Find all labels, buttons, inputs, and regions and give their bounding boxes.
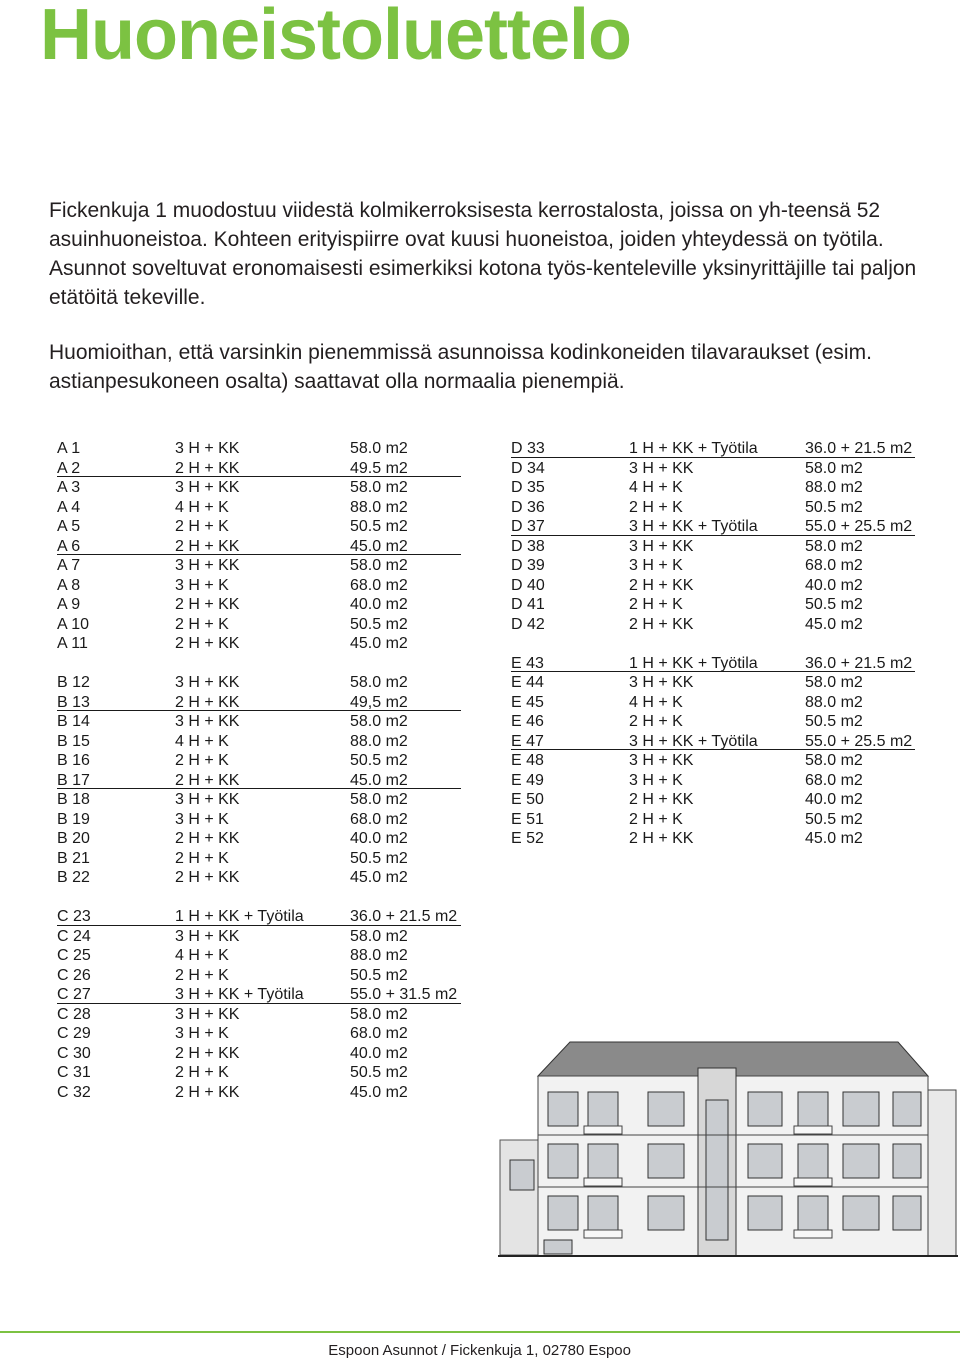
apartment-type: 2 H + KK: [175, 459, 240, 477]
apartment-id: B 18: [57, 791, 90, 808]
apartment-area: 50.5 m2: [805, 810, 863, 828]
apartment-type: 3 H + KK: [175, 791, 240, 808]
apartment-id: D 33: [511, 440, 545, 457]
apartment-id: A 1: [57, 440, 81, 457]
apartment-row: [57, 829, 461, 849]
apartment-area: 58.0 m2: [350, 440, 408, 457]
apartment-type: 3 H + KK: [175, 440, 240, 457]
apartment-list-left: [57, 439, 461, 1122]
apartment-id: B 15: [57, 732, 90, 750]
apartment-row: [57, 615, 461, 635]
building-illustration: [498, 1040, 958, 1260]
apartment-type: 3 H + KK + Työtila: [175, 986, 304, 1003]
apartment-area: 45.0 m2: [805, 615, 863, 633]
apartment-id: E 44: [511, 674, 544, 691]
apartment-type: 2 H + K: [629, 498, 683, 516]
apartment-area: 55.0 + 25.5 m2: [805, 518, 913, 535]
apartment-area: 50.5 m2: [350, 849, 408, 867]
apartment-area: 88.0 m2: [350, 498, 408, 516]
footer-address: Espoon Asunnot / Fickenkuja 1, 02780 Espoo: [328, 1342, 631, 1359]
apartment-type: 3 H + KK: [175, 557, 240, 574]
apartment-area: 50.5 m2: [350, 615, 408, 633]
apartment-row: [57, 517, 461, 537]
apartment-row: [57, 712, 461, 732]
apartment-id: E 52: [511, 830, 544, 847]
apartment-area: 58.0 m2: [350, 557, 408, 574]
apartment-type: 3 H + K: [175, 576, 229, 594]
apartment-id: E 49: [511, 771, 544, 789]
apartment-type: 4 H + K: [629, 693, 683, 711]
apartment-id: B 14: [57, 713, 90, 730]
apartment-row: [511, 615, 915, 635]
apartment-area: 50.5 m2: [350, 518, 408, 535]
apartment-list-right: [511, 439, 915, 868]
apartment-area: 36.0 + 21.5 m2: [350, 908, 458, 925]
apartment-id: B 13: [57, 693, 90, 711]
apartment-area: 50.5 m2: [350, 966, 408, 984]
apartment-group: [511, 654, 915, 849]
apartment-type: 3 H + K: [629, 771, 683, 789]
apartment-type: 3 H + KK: [629, 752, 694, 769]
apartment-group: [57, 907, 461, 1102]
apartment-row: [57, 1063, 461, 1083]
page-title: Huoneistoluettelo: [40, 0, 631, 75]
apartment-id: C 29: [57, 1025, 91, 1042]
apartment-area: 68.0 m2: [350, 576, 408, 594]
apartment-id: C 23: [57, 908, 91, 925]
apartment-area: 49.5 m2: [350, 459, 408, 477]
apartment-area: 58.0 m2: [805, 674, 863, 691]
apartment-type: 2 H + KK: [175, 693, 240, 711]
apartment-area: 50.5 m2: [805, 498, 863, 516]
apartment-row: [57, 1005, 461, 1025]
apartment-type: 2 H + KK: [629, 830, 694, 847]
apartment-row: [57, 1044, 461, 1064]
apartment-id: A 5: [57, 518, 81, 535]
apartment-row: [57, 478, 461, 498]
apartment-row: [57, 966, 461, 986]
apartment-area: 68.0 m2: [805, 771, 863, 789]
apartment-type: 3 H + KK: [629, 459, 694, 477]
apartment-id: D 38: [511, 537, 545, 555]
apartment-row: [511, 810, 915, 830]
apartment-type: 2 H + KK: [175, 830, 240, 847]
apartment-area: 45.0 m2: [350, 537, 408, 555]
apartment-row: [511, 459, 915, 479]
apartment-id: D 42: [511, 615, 545, 633]
apartment-area: 58.0 m2: [350, 674, 408, 691]
apartment-row: [511, 732, 915, 752]
apartment-area: 40.0 m2: [805, 576, 863, 594]
apartment-type: 2 H + KK: [175, 869, 240, 886]
apartment-type: 2 H + KK: [175, 1044, 240, 1062]
apartment-area: 58.0 m2: [350, 713, 408, 730]
apartment-type: 2 H + K: [175, 849, 229, 867]
apartment-area: 45.0 m2: [805, 830, 863, 847]
apartment-type: 2 H + KK: [175, 1083, 240, 1101]
apartment-row: [511, 439, 915, 459]
apartment-type: 3 H + KK: [175, 1005, 240, 1023]
apartment-group: [57, 439, 461, 654]
apartment-id: D 35: [511, 479, 545, 496]
apartment-row: [511, 771, 915, 791]
apartment-row: [511, 498, 915, 518]
apartment-type: 3 H + K: [175, 1025, 229, 1042]
apartment-type: 2 H + K: [629, 596, 683, 613]
apartment-group: [511, 439, 915, 634]
apartment-area: 88.0 m2: [350, 947, 408, 964]
apartment-id: E 45: [511, 693, 544, 711]
apartment-id: A 7: [57, 557, 81, 574]
apartment-id: B 19: [57, 810, 90, 828]
apartment-id: D 39: [511, 557, 545, 574]
apartment-id: E 51: [511, 810, 544, 828]
apartment-id: A 9: [57, 596, 81, 613]
apartment-type: 2 H + K: [175, 518, 229, 535]
apartment-area: 50.5 m2: [350, 1064, 408, 1081]
apartment-row: [511, 673, 915, 693]
apartment-id: B 16: [57, 752, 90, 769]
apartment-type: 1 H + KK + Työtila: [629, 654, 758, 672]
apartment-area: 58.0 m2: [805, 459, 863, 477]
apartment-area: 40.0 m2: [805, 791, 863, 808]
apartment-area: 58.0 m2: [805, 752, 863, 769]
apartment-row: [57, 537, 461, 557]
apartment-area: 40.0 m2: [350, 596, 408, 613]
apartment-row: [511, 654, 915, 674]
apartment-type: 3 H + KK: [629, 537, 694, 555]
apartment-id: D 36: [511, 498, 545, 516]
apartment-id: A 10: [57, 615, 90, 633]
apartment-row: [511, 517, 915, 537]
apartment-area: 50.5 m2: [805, 596, 863, 613]
apartment-id: B 20: [57, 830, 90, 847]
intro-paragraph: Fickenkuja 1 muodostuu viidestä kolmikerroksisesta kerrostalosta, joissa on yh-teensä 52 asuinhuoneistoa. Kohteen erityispiirre ovat kuusi huoneistoa, joiden yhteydessä on työtila. Asunnot soveltuvat eronomaisesti esimerkiksi kotona työs-kenteleville yksinyrittäjille tai paljon etätöitä tekeville.: [49, 199, 917, 309]
apartment-type: 2 H + K: [175, 966, 229, 984]
apartment-area: 36.0 + 21.5 m2: [805, 654, 913, 672]
apartment-row: [57, 634, 461, 654]
apartment-id: C 30: [57, 1044, 91, 1062]
apartment-row: [57, 673, 461, 693]
apartment-area: 58.0 m2: [805, 537, 863, 555]
apartment-type: 3 H + KK: [175, 713, 240, 730]
apartment-area: 45.0 m2: [350, 771, 408, 789]
apartment-area: 68.0 m2: [805, 557, 863, 574]
apartment-id: A 4: [57, 498, 81, 516]
apartment-row: [57, 946, 461, 966]
apartment-id: B 12: [57, 674, 90, 691]
apartment-type: 4 H + K: [175, 947, 229, 964]
apartment-area: 55.0 + 25.5 m2: [805, 732, 913, 750]
apartment-row: [57, 771, 461, 791]
apartment-row: [57, 556, 461, 576]
apartment-row: [511, 751, 915, 771]
apartment-type: 2 H + KK: [175, 635, 240, 652]
apartment-type: 2 H + K: [175, 1064, 229, 1081]
apartment-type: 2 H + K: [629, 810, 683, 828]
apartment-row: [511, 595, 915, 615]
apartment-type: 2 H + K: [175, 615, 229, 633]
apartment-row: [511, 693, 915, 713]
apartment-id: E 50: [511, 791, 544, 808]
apartment-row: [57, 576, 461, 596]
apartment-type: 4 H + K: [175, 498, 229, 516]
apartment-area: 45.0 m2: [350, 869, 408, 886]
apartment-id: E 43: [511, 654, 544, 672]
apartment-type: 2 H + KK: [175, 596, 240, 613]
note-paragraph: Huomioithan, että varsinkin pienemmissä asunnoissa kodinkoneiden tilavaraukset (esim. astianpesukoneen osalta) saattavat olla normaalia pienempiä.: [49, 341, 872, 393]
apartment-type: 2 H + KK: [175, 537, 240, 555]
apartment-id: C 31: [57, 1064, 91, 1081]
apartment-row: [57, 810, 461, 830]
apartment-area: 88.0 m2: [805, 479, 863, 496]
apartment-area: 68.0 m2: [350, 1025, 408, 1042]
apartment-type: 3 H + KK: [175, 479, 240, 496]
apartment-id: C 25: [57, 947, 91, 964]
apartment-row: [511, 576, 915, 596]
apartment-type: 1 H + KK + Työtila: [175, 908, 304, 925]
apartment-row: [57, 985, 461, 1005]
apartment-type: 1 H + KK + Työtila: [629, 440, 758, 457]
apartment-area: 68.0 m2: [350, 810, 408, 828]
apartment-row: [511, 537, 915, 557]
apartment-id: D 40: [511, 576, 545, 594]
apartment-type: 2 H + K: [629, 713, 683, 730]
apartment-area: 58.0 m2: [350, 791, 408, 808]
apartment-row: [57, 693, 461, 713]
footer-divider: [0, 1331, 960, 1333]
apartment-type: 2 H + KK: [629, 615, 694, 633]
apartment-type: 3 H + KK + Työtila: [629, 518, 758, 535]
apartment-row: [57, 849, 461, 869]
apartment-area: 50.5 m2: [805, 713, 863, 730]
apartment-id: E 47: [511, 732, 544, 750]
apartment-id: A 2: [57, 459, 81, 477]
apartment-area: 49,5 m2: [350, 693, 408, 711]
apartment-type: 3 H + K: [175, 810, 229, 828]
apartment-type: 2 H + KK: [629, 791, 694, 808]
apartment-id: E 48: [511, 752, 544, 769]
apartment-id: A 3: [57, 479, 81, 496]
apartment-type: 3 H + K: [629, 557, 683, 574]
apartment-type: 2 H + K: [175, 752, 229, 769]
apartment-id: C 32: [57, 1083, 91, 1101]
apartment-id: D 37: [511, 518, 545, 535]
apartment-row: [511, 829, 915, 849]
apartment-row: [511, 556, 915, 576]
apartment-area: 50.5 m2: [350, 752, 408, 769]
apartment-row: [57, 732, 461, 752]
apartment-row: [57, 595, 461, 615]
apartment-area: 58.0 m2: [350, 479, 408, 496]
apartment-row: [57, 790, 461, 810]
apartment-row: [511, 712, 915, 732]
apartment-area: 58.0 m2: [350, 927, 408, 945]
apartment-area: 88.0 m2: [350, 732, 408, 750]
apartment-area: 55.0 + 31.5 m2: [350, 986, 458, 1003]
apartment-row: [57, 1083, 461, 1103]
apartment-row: [57, 459, 461, 479]
apartment-area: 40.0 m2: [350, 830, 408, 847]
apartment-row: [511, 478, 915, 498]
apartment-row: [57, 907, 461, 927]
apartment-row: [57, 751, 461, 771]
apartment-area: 45.0 m2: [350, 1083, 408, 1101]
apartment-id: C 24: [57, 927, 91, 945]
apartment-row: [57, 927, 461, 947]
apartment-type: 2 H + KK: [175, 771, 240, 789]
apartment-type: 2 H + KK: [629, 576, 694, 594]
apartment-area: 36.0 + 21.5 m2: [805, 440, 913, 457]
apartment-id: C 27: [57, 986, 91, 1003]
apartment-id: B 17: [57, 771, 90, 789]
apartment-id: E 46: [511, 713, 544, 730]
apartment-type: 3 H + KK: [175, 674, 240, 691]
apartment-row: [511, 790, 915, 810]
apartment-id: A 8: [57, 576, 81, 594]
apartment-group: [57, 673, 461, 888]
apartment-id: A 11: [57, 635, 88, 652]
apartment-type: 3 H + KK: [175, 927, 240, 945]
apartment-type: 3 H + KK: [629, 674, 694, 691]
apartment-row: [57, 1024, 461, 1044]
apartment-row: [57, 439, 461, 459]
apartment-row: [57, 868, 461, 888]
apartment-id: A 6: [57, 537, 81, 555]
apartment-type: 3 H + KK + Työtila: [629, 732, 758, 750]
apartment-area: 45.0 m2: [350, 635, 408, 652]
apartment-area: 40.0 m2: [350, 1044, 408, 1062]
apartment-id: C 26: [57, 966, 91, 984]
apartment-row: [57, 498, 461, 518]
apartment-area: 88.0 m2: [805, 693, 863, 711]
apartment-id: D 34: [511, 459, 545, 477]
apartment-area: 58.0 m2: [350, 1005, 408, 1023]
apartment-type: 4 H + K: [629, 479, 683, 496]
apartment-id: C 28: [57, 1005, 91, 1023]
apartment-id: B 22: [57, 869, 90, 886]
apartment-id: D 41: [511, 596, 545, 613]
apartment-id: B 21: [57, 849, 90, 867]
apartment-type: 4 H + K: [175, 732, 229, 750]
